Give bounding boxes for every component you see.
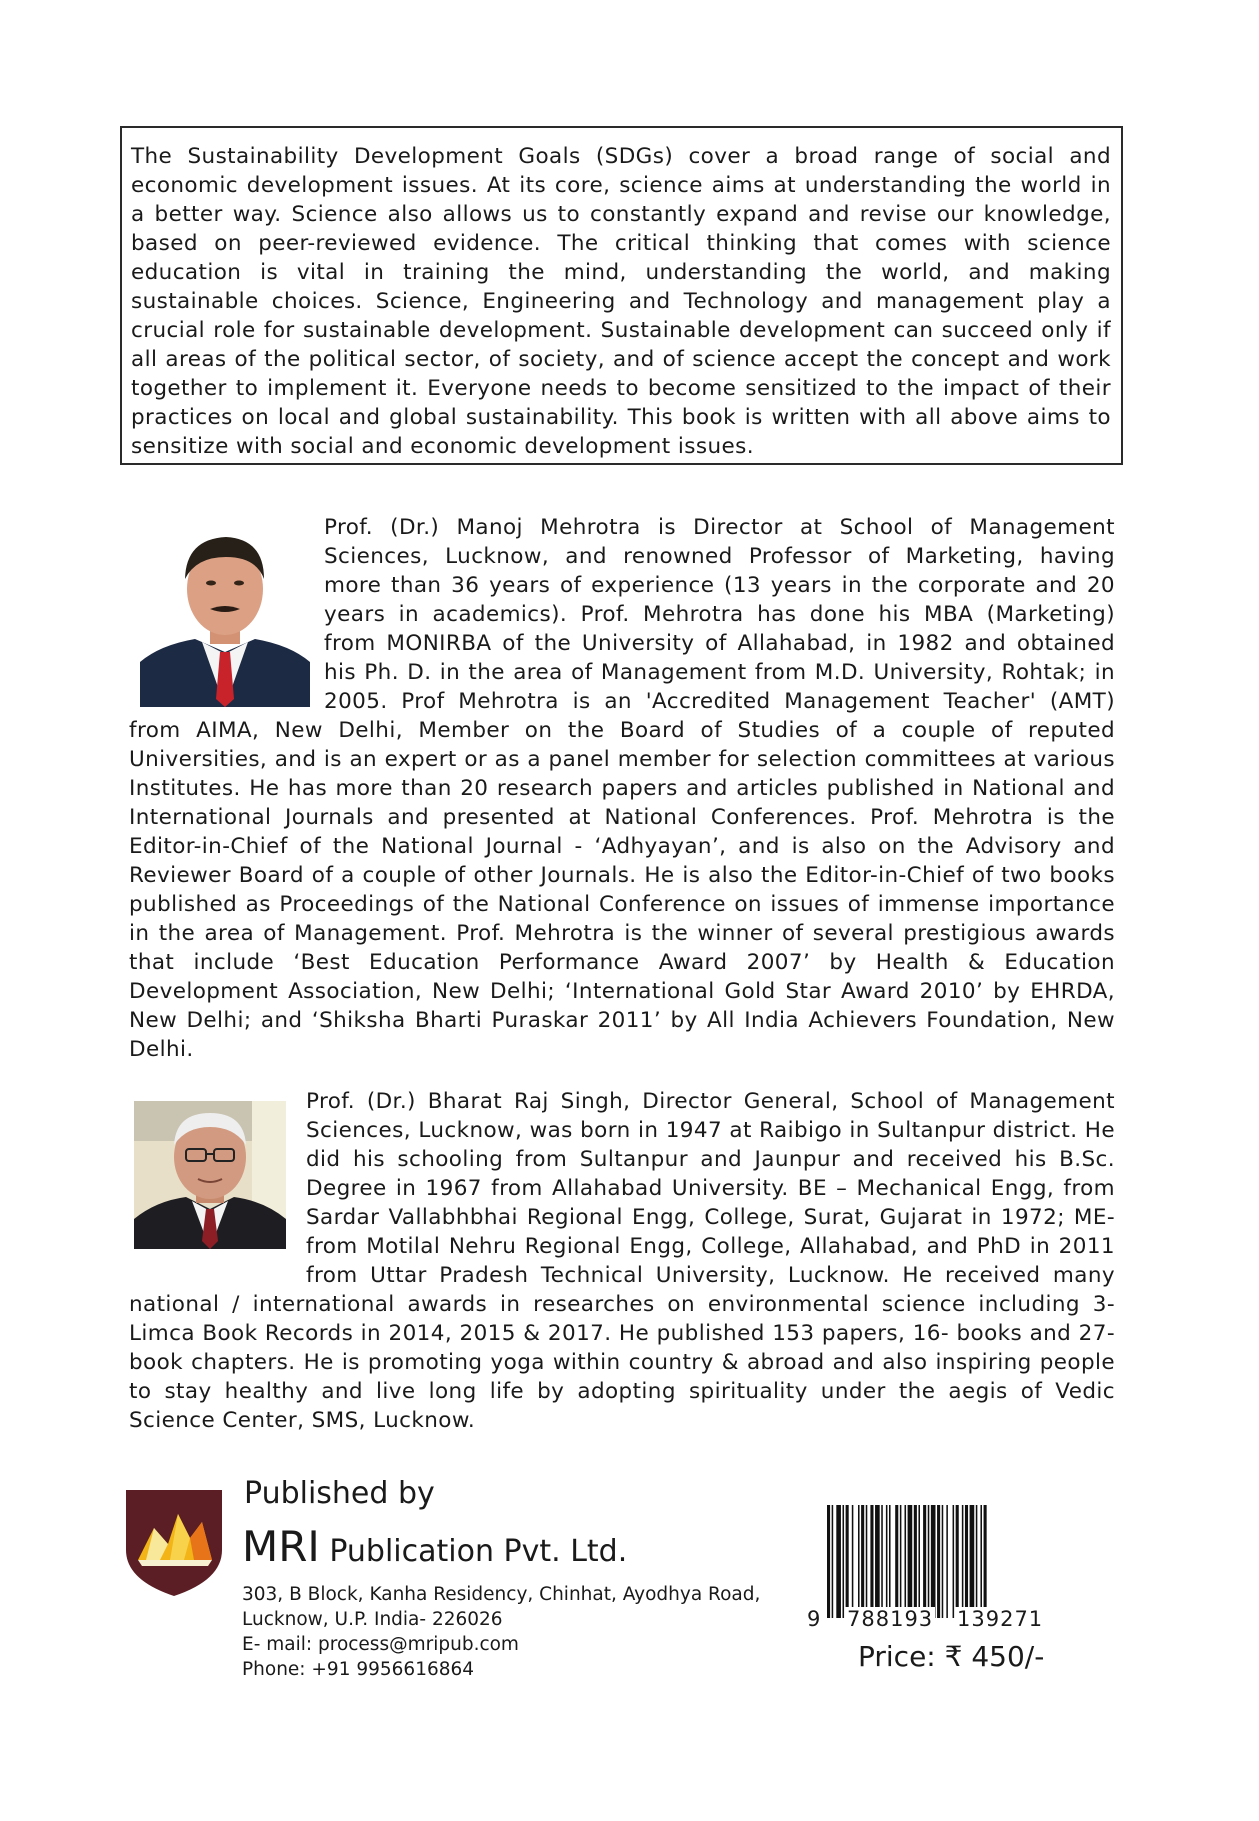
summary-line: training the mind, understanding the world, and making sustainable choices. Science, [131, 260, 1112, 314]
bio1-line: Prof. Mehrotra has done his MBA (Marketing) from MONIRBA of the [324, 602, 1116, 656]
publisher-name-mri: MRI [242, 1522, 320, 1571]
summary-line: Engineering and Technology and management play a crucial role for sustainable [131, 289, 1111, 343]
publisher-email: E- mail: process@mripub.com [242, 1634, 519, 1655]
bio1-line: Institutes. He has more than 20 research papers and articles published in National and [129, 776, 1115, 801]
bio1-line: expert or as a panel member for selection committees at various [384, 747, 1115, 772]
publisher-address-line1: 303, B Block, Kanha Residency, Chinhat, Ayodhya Road, [242, 1584, 761, 1605]
bio1-line: Management from M.D. University, Rohtak; in 2005. Prof Mehrotra is an [324, 660, 1116, 714]
author-bio-mehrotra [129, 513, 1115, 1064]
summary-line: needs to become sensitized to the impact of their practices on local and global [131, 376, 1112, 430]
published-by-label: Published by [244, 1476, 435, 1511]
bio1-line: include ‘Best Education Performance Award 2007’ by Health & Education Development [129, 950, 1116, 1004]
summary-box [120, 126, 1123, 465]
author-photo-mehrotra [140, 527, 310, 707]
bio2-line: 1967 from Allahabad University. BE – Mechanical Engg, from Sardar [306, 1176, 1115, 1230]
bio2-line: chapters. He is promoting yoga within country & abroad and also inspiring people to stay [129, 1350, 1116, 1404]
publisher-phone: Phone: +91 9956616864 [242, 1659, 475, 1680]
barcode-digit-lead: 9 [807, 1607, 822, 1631]
bio2-line: his schooling from Sultanpur and Jaunpur and received his B.Sc. Degree in [306, 1147, 1115, 1201]
bio2-line: Motilal Nehru Regional Engg, College, Allahabad, and PhD in 2011 from [306, 1234, 1115, 1288]
author-bio-singh [129, 1087, 1115, 1435]
bio2-line: SMS, Lucknow. [311, 1408, 476, 1433]
bio2-line: Limca Book Records in 2014, 2015 & 2017. He published 153 papers, 16- books and 27- book [129, 1321, 1115, 1375]
publisher-name-rest: Publication Pvt. Ltd. [319, 1534, 628, 1569]
publisher-block [124, 1476, 761, 1680]
summary-line: of society, and of science accept the concept and work together to implement it. Everyone [131, 347, 1111, 401]
summary-line: development. Sustainable development can succeed only if all areas of the political sector, [131, 318, 1111, 372]
summary-line: development issues. At its core, science aims at understanding the world in a better way. [131, 173, 1111, 227]
summary-line: peer-reviewed evidence. The critical thinking that comes with science education is vital in [131, 231, 1111, 285]
bio1-line: ‘Shiksha Bharti Puraskar 2011’ by All India Achievers Foundation, New Delhi. [129, 1008, 1115, 1062]
summary-text [131, 142, 1111, 461]
barcode-bars [827, 1505, 1069, 1618]
publisher-name [242, 1522, 627, 1571]
summary-line: Science also allows us to constantly expand and revise our knowledge, based on [131, 202, 1111, 256]
bio1-line: years of experience (13 years in the corporate and 20 years in academics). [324, 573, 1116, 627]
bio1-line: Editor-in-Chief of the National Journal - ‘Adhyayan’, and is also on the Advisory and [129, 834, 1115, 859]
summary-line: development issues. [524, 434, 754, 459]
bio1-line: Reviewer Board of a couple of other Journals. He is also the Editor-in-Chief of two books [129, 863, 1115, 888]
bio2-line: Vallabhbhai Regional Engg, College, Surat, Gujarat in 1972; ME- from [306, 1205, 1116, 1259]
isbn-barcode [805, 1505, 1070, 1635]
bio1-line: 'Accredited Management Teacher' (AMT) from AIMA, New Delhi, Member [129, 689, 1116, 743]
bio1-line: Prof. (Dr.) Manoj Mehrotra is Director at School of Management Sciences, [324, 515, 1115, 569]
bio2-line: Sciences, Lucknow, was born in 1947 at Raibigo in Sultanpur district. He did [306, 1118, 1115, 1172]
bio1-line: published as Proceedings of the National Conference on issues of immense importance in [129, 892, 1115, 946]
bio2-line: international awards in researches on environmental science including 3- [252, 1292, 1116, 1317]
publisher-logo-icon [124, 1488, 224, 1598]
author-photo-singh [134, 1101, 286, 1249]
publisher-address-line2: Lucknow, U.P. India- 226026 [242, 1609, 503, 1630]
bio1-line: the area of Management. Prof. Mehrotra is the winner of several prestigious awards that [129, 921, 1116, 975]
bio1-line: University of Allahabad, in 1982 and obtained his Ph. D. in the area of [324, 631, 1116, 685]
bio1-line: Lucknow, and renowned Professor of Marketing, having more than 36 [324, 544, 1116, 598]
bio1-line: Association, New Delhi; ‘International Gold Star Award 2010’ by EHRDA, New Delhi; and [129, 979, 1116, 1033]
bio1-line: International Journals and presented at National Conferences. Prof. Mehrotra is the [129, 805, 1115, 830]
bio2-line: healthy and live long life by adopting spirituality under the aegis of Vedic Science Center, [129, 1379, 1116, 1433]
barcode-digits-left: 788193 [847, 1607, 934, 1631]
price-label: Price: ₹ 450/- [858, 1640, 1045, 1673]
barcode-digits-right: 139271 [957, 1607, 1044, 1631]
summary-line: sustainability. This book is written with all above aims to sensitize with social and economic [131, 405, 1111, 459]
summary-line: The Sustainability Development Goals (SDGs) cover a broad range of social and economic [131, 144, 1111, 198]
bio1-line: on the Board of Studies of a couple of reputed Universities, and is an [129, 718, 1116, 772]
bio2-line: Prof. (Dr.) Bharat Raj Singh, Director General, School of Management [306, 1089, 1115, 1114]
bio2-line: Uttar Pradesh Technical University, Lucknow. He received many national / [129, 1263, 1115, 1317]
